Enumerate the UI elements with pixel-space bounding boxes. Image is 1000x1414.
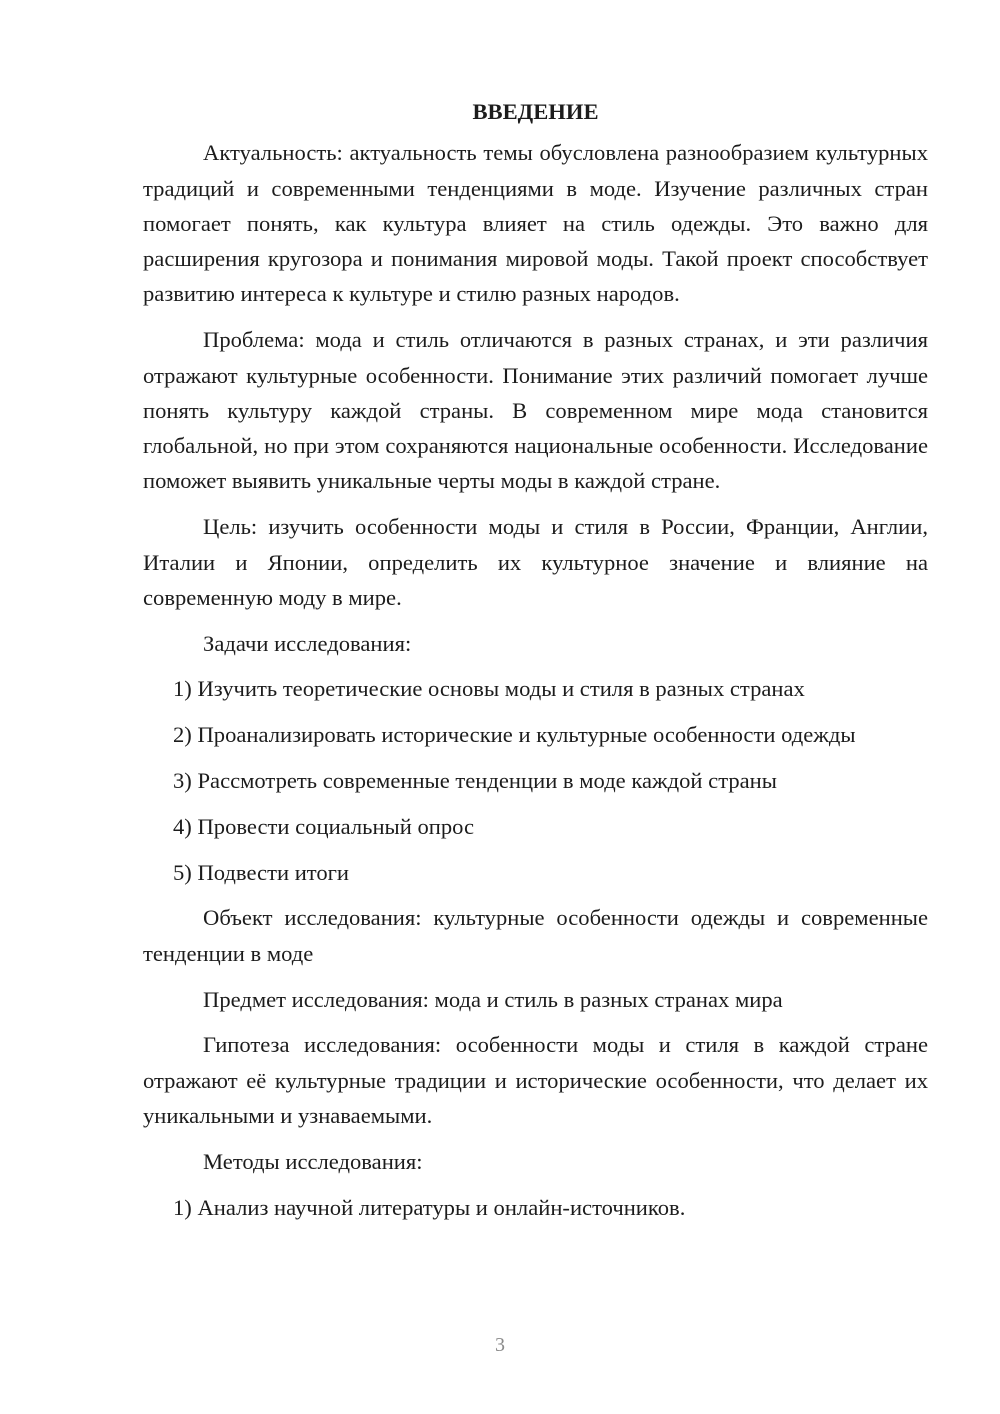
goal-paragraph: Цель: изучить особенности моды и стиля в России, Франции, Англии, Италии и Японии, определить их культурное значение и влияние на современную моду в мире. <box>143 514 928 610</box>
list-item: 5) Подвести итоги <box>173 859 350 885</box>
document-body <box>143 94 928 1235</box>
relevance-paragraph: Актуальность: актуальность темы обусловлена разнообразием культурных традиций и современными тенденциями в моде. Изучение различных стран помогает понять, как культура влияет на стиль одежды. Это важно для расширения кругозора и понимания мировой моды. Такой проект способствует развитию интереса к культуре и стилю разных народов. <box>143 140 928 307</box>
list-item: 4) Провести социальный опрос <box>173 813 475 839</box>
methods-heading: Методы исследования: <box>203 1148 423 1174</box>
list-item: 1) Изучить теоретические основы моды и стиля в разных странах <box>173 676 805 702</box>
page-number: 3 <box>495 1334 505 1356</box>
tasks-heading: Задачи исследования: <box>203 630 412 656</box>
page-title: ВВЕДЕНИЕ <box>472 99 599 124</box>
list-item: 1) Анализ научной литературы и онлайн-источников. <box>173 1194 686 1220</box>
methods-list <box>143 1190 928 1225</box>
hypothesis-paragraph: Гипотеза исследования: особенности моды и стиля в каждой стране отражают её культурные традиции и исторические особенности, что делает их уникальными и узнаваемыми. <box>143 1032 928 1128</box>
list-item: 2) Проанализировать исторические и культурные особенности одежды <box>173 722 856 748</box>
object-paragraph: Объект исследования: культурные особенности одежды и современные тенденции в моде <box>143 905 928 966</box>
tasks-list <box>143 671 928 889</box>
list-item: 3) Рассмотреть современные тенденции в моде каждой страны <box>173 768 777 794</box>
subject-paragraph: Предмет исследования: мода и стиль в разных странах мира <box>203 986 783 1012</box>
problem-paragraph: Проблема: мода и стиль отличаются в разных странах, и эти различия отражают культурные особенности. Понимание этих различий помогает лучше понять культуру каждой страны. В современном мире мода становится глобальной, но при этом сохраняются национальные особенности. Исследование поможет выявить уникальные черты моды в каждой стране. <box>143 327 928 494</box>
